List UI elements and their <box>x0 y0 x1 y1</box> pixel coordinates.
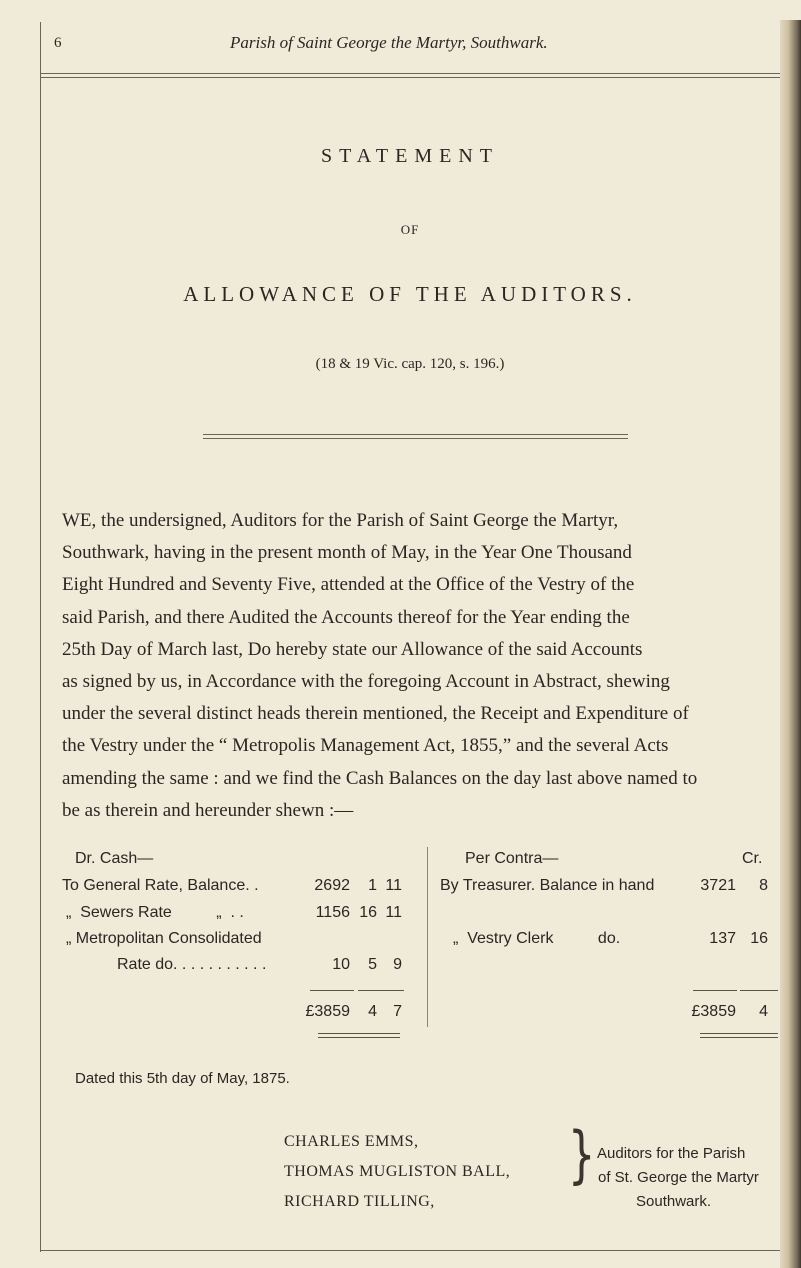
credit-shillings: 16 <box>750 930 768 947</box>
debit-label: „ Metropolitan Consolidated <box>66 930 262 947</box>
double-rule <box>318 1033 400 1034</box>
debit-pounds: 1156 <box>315 904 350 921</box>
title-allowance: ALLOWANCE OF THE AUDITORS. <box>183 282 637 306</box>
statute-reference: (18 & 19 Vic. cap. 120, s. 196.) <box>315 356 505 372</box>
credit-label: By Treasurer. Balance in hand <box>440 877 655 894</box>
credit-label: „ Vestry Clerk do. <box>453 930 621 947</box>
total-rule <box>693 990 737 991</box>
body-line: WE, the undersigned, Auditors for the Parish of Saint George the Martyr, <box>62 510 619 531</box>
signatory-ball: THOMAS MUGLISTON BALL, <box>284 1163 511 1180</box>
credit-total-shillings: 4 <box>759 1003 768 1020</box>
debit-total-pence: 7 <box>393 1003 402 1020</box>
debit-shillings: 1 <box>368 877 377 894</box>
body-line: the Vestry under the “ Metropolis Management Act, 1855,” and the several Acts <box>62 735 669 757</box>
auditors-note-line: Southwark. <box>636 1193 712 1210</box>
account-divider <box>427 847 428 1027</box>
header-divider <box>40 24 41 74</box>
statement-body <box>62 505 786 827</box>
debit-pence: 11 <box>385 877 402 894</box>
total-rule <box>310 990 354 991</box>
header-rule <box>40 73 780 78</box>
body-line: as signed by us, in Accordance with the foregoing Account in Abstract, shewing <box>62 670 670 692</box>
body-line: be as therein and hereunder shewn :— <box>62 799 354 821</box>
credit-shillings: 8 <box>759 877 768 894</box>
auditors-note-line: Auditors for the Parish <box>597 1145 746 1162</box>
body-line: 25th Day of March last, Do hereby state our Allowance of the said Accounts <box>62 638 643 660</box>
debit-label: To General Rate, Balance. . <box>62 877 259 894</box>
debit-pounds: 10 <box>332 956 350 973</box>
auditors-note-line: of St. George the Martyr <box>598 1169 759 1186</box>
credit-pounds: 137 <box>709 930 736 947</box>
page-left-border <box>40 22 41 1252</box>
debit-pence: 11 <box>385 904 402 921</box>
debit-total-shillings: 4 <box>368 1003 377 1020</box>
body-line: Southwark, having in the present month of May, in the Year One Thousand <box>62 542 632 564</box>
debit-total-pounds: £3859 <box>305 1003 350 1020</box>
page-bottom-border <box>40 1250 780 1251</box>
cr-heading: Per Contra— <box>465 850 559 867</box>
total-rule <box>358 990 404 991</box>
page-number: 6 <box>54 35 62 51</box>
running-title: Parish of Saint George the Martyr, Southwark. <box>230 33 548 52</box>
debit-pounds: 2692 <box>314 877 350 894</box>
credit-total-pounds: £3859 <box>691 1003 736 1020</box>
double-rule <box>318 1037 400 1038</box>
title-of: OF <box>400 222 420 237</box>
signatory-tilling: RICHARD TILLING, <box>284 1193 435 1210</box>
total-rule <box>740 990 778 991</box>
dr-heading: Dr. Cash— <box>75 850 154 867</box>
debit-label: Rate do. . . . . . . . . . . <box>117 956 267 973</box>
double-rule <box>700 1033 778 1034</box>
body-line: said Parish, and there Audited the Accounts thereof for the Year ending the <box>62 606 630 628</box>
debit-shillings: 16 <box>359 904 377 921</box>
body-line: amending the same : and we find the Cash Balances on the day last above named to <box>62 767 698 789</box>
body-line: Eight Hundred and Seventy Five, attended at the Office of the Vestry of the <box>62 574 635 596</box>
double-rule <box>700 1037 778 1038</box>
title-statement: STATEMENT <box>320 145 500 167</box>
credit-pounds: 3721 <box>700 877 736 894</box>
dated-line: Dated this 5th day of May, 1875. <box>75 1070 290 1087</box>
brace-icon: } <box>567 1118 596 1191</box>
body-line: under the several distinct heads therein mentioned, the Receipt and Expenditure of <box>62 703 689 725</box>
signatory-emms: CHARLES EMMS, <box>284 1133 419 1150</box>
debit-shillings: 5 <box>368 956 377 973</box>
cr-label: Cr. <box>742 850 763 867</box>
debit-pence: 9 <box>393 956 402 973</box>
debit-label: „ Sewers Rate „ . . <box>66 904 244 921</box>
section-separator <box>203 434 628 439</box>
